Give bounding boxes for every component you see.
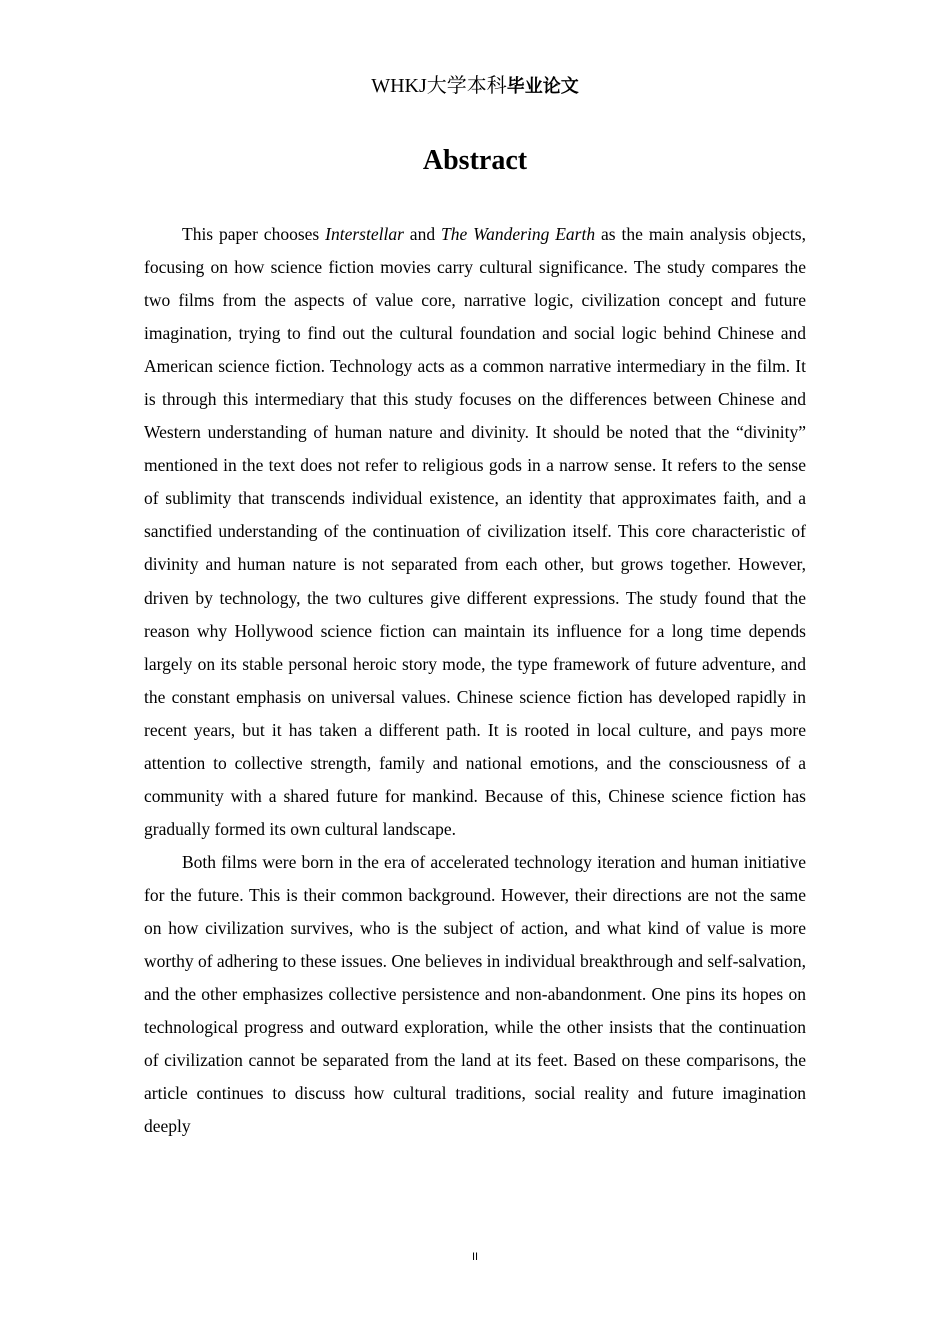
running-header	[0, 74, 950, 99]
film-title-interstellar: Interstellar	[325, 224, 404, 244]
abstract-paragraph-1	[144, 218, 806, 846]
paragraph-1-conjunction: and	[403, 224, 441, 244]
abstract-title: Abstract	[422, 145, 528, 176]
paragraph-1-lead: This paper chooses	[182, 224, 326, 244]
film-title-wandering-earth: The Wandering Earth	[441, 224, 596, 244]
paragraph-1-rest: as the main analysis objects, focusing on how science fiction movies carry cultural significance. The study compares the two films from the aspects of value core, narrative logic, civilization concept and future imagination, trying to find out the cultural foundation and social logic behind Chinese and American science fiction. Technology acts as a common narrative intermediary in the film. It is through this intermediary that this study focuses on the differences between Chinese and Western understanding of human nature and divinity. It should be noted that the “divinity” mentioned in the text does not refer to religious gods in a narrow sense. It refers to the sense of sublimity that transcends individual existence, an identity that approximates faith, and a sanctified understanding of the continuation of civilization itself. This core characteristic of divinity and human nature is not separated from each other, but grows together. However, driven by technology, the two cultures give different expressions. The study found that the reason why Hollywood science fiction can maintain its influence for a long time depends largely on its stable personal heroic story mode, the type framework of future adventure, and the constant emphasis on universal values. Chinese science fiction has developed rapidly in recent years, but it has taken a different path. It is rooted in local culture, and pays more attention to collective strength, family and national emotions, and the consciousness of a community with a shared future for mankind. Because of this, Chinese science fiction has gradually formed its own cultural landscape.	[144, 224, 806, 839]
page-number: II	[471, 1251, 479, 1263]
abstract-paragraph-2: Both films were born in the era of accelerated technology iteration and human initiative for the future. This is their common background. However, their directions are not the same on how civilization survives, who is the subject of action, and what kind of value is more worthy of adhering to these issues. One believes in individual breakthrough and self-salvation, and the other emphasizes collective persistence and non-abandonment. One pins its hopes on technological progress and outward exploration, while the other insists that the continuation of civilization cannot be separated from the land at its feet. Based on these comparisons, the article continues to discuss how cultural traditions, social reality and future imagination deeply	[144, 851, 806, 1137]
header-thesis-text: 毕业论文	[506, 76, 579, 97]
abstract-body	[144, 218, 806, 1143]
header-university-text: WHKJ大学本科	[371, 75, 507, 97]
